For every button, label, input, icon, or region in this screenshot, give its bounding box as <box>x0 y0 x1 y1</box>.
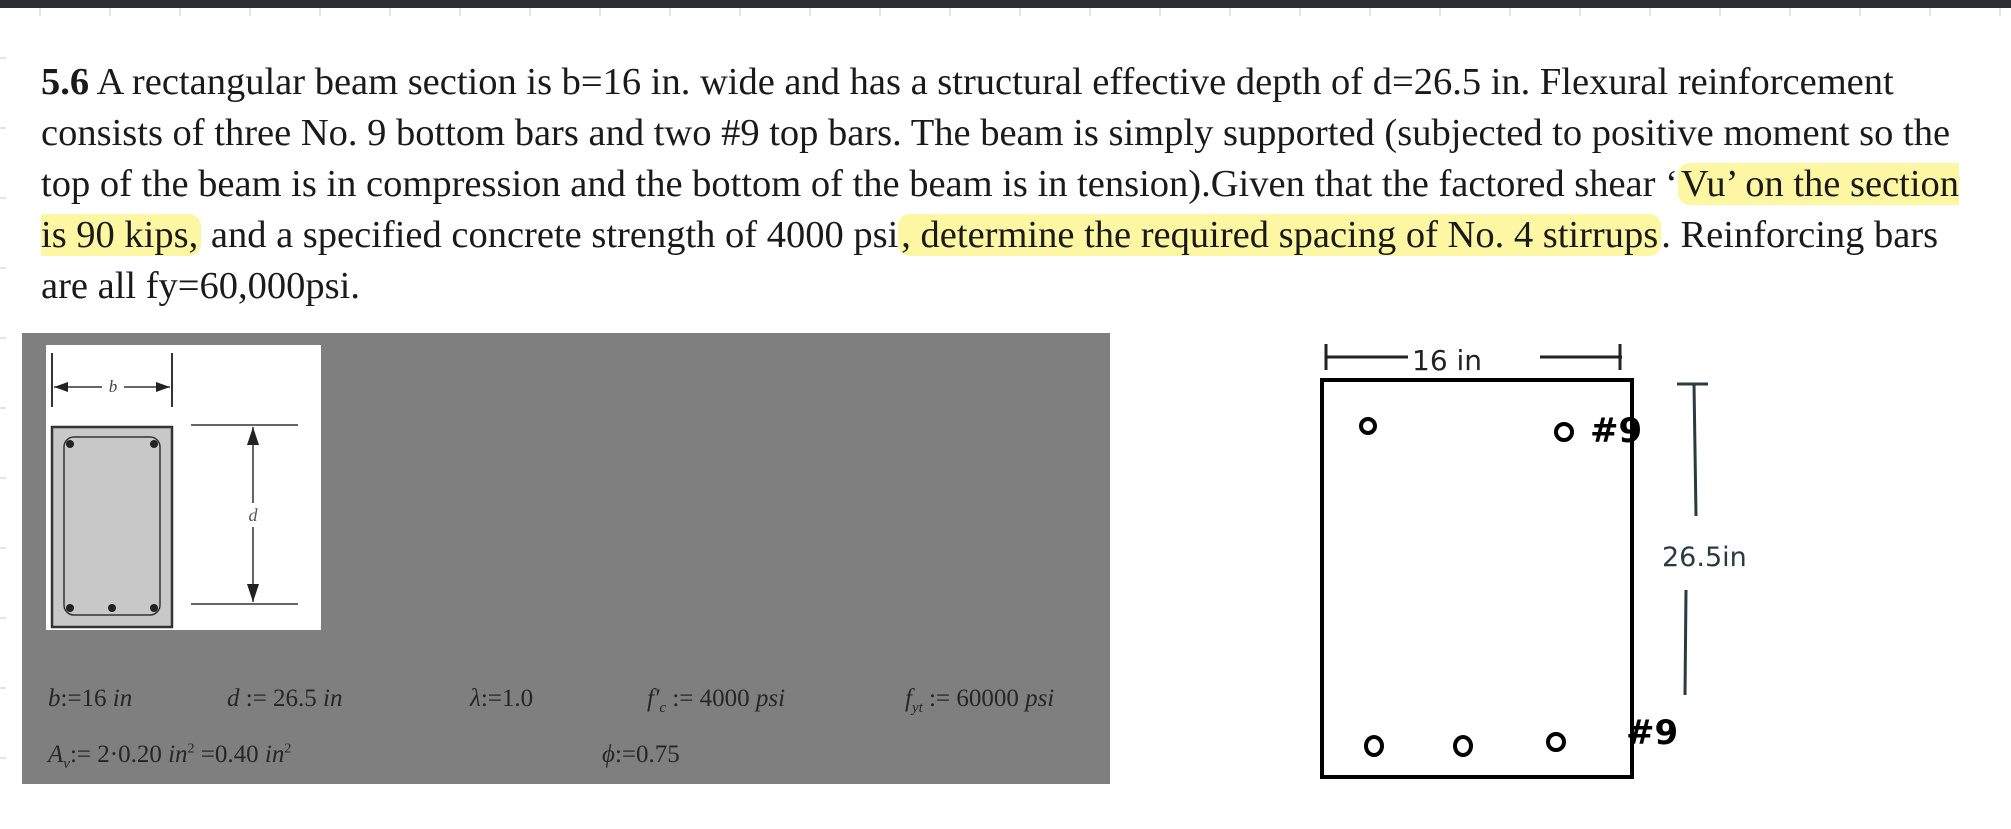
sketch-width-label: 16 in <box>1412 344 1483 377</box>
var-fyt: $f_{yt}$ := 60000 psi <box>905 685 1055 716</box>
var-d: d := 26.5 in <box>227 685 343 712</box>
mathcad-worksheet-panel <box>22 333 1110 784</box>
problem-text-part-1: A rectangular beam section is b=16 in. wide and has a structural effective depth of d=26.5 in. Flexural reinforcement consists of three No. 9 bottom bars and two #9 top bars. The beam is simply supported (subjected to positive moment so the top of the beam is in compression and the bottom of the beam is in tension).Given that the factored shear ‘ <box>41 61 1951 205</box>
var-fc: $f'_c$ := 4000 psi <box>647 685 786 716</box>
problem-statement <box>41 57 1971 312</box>
problem-text-part-3: . Reinforcing bars are all fy=60,000psi. <box>41 214 1939 307</box>
var-lambda: λ:=1.0 <box>470 685 534 712</box>
figure-width-label: b <box>108 377 118 396</box>
problem-number: 5.6 <box>41 61 90 103</box>
problem-text-part-2: and a specified concrete strength of 4000 psi <box>201 214 899 256</box>
top-ruler <box>0 8 2011 18</box>
left-ruler <box>0 18 8 829</box>
sketch-top-bar-label: #9 <box>1590 411 1643 451</box>
figure-depth-label: d <box>248 505 258 525</box>
sketch-depth-label: 26.5in <box>1662 542 1747 573</box>
var-phi: ϕ:=0.75 <box>602 741 680 768</box>
highlight-stirrup-spacing: , determine the required spacing of No. 4 stirrups <box>898 214 1661 256</box>
var-av: $A_v:= 2\cdot 0.20$ $in^2 =0.40$ $in^2$ <box>48 741 292 772</box>
var-b: b:=16 in <box>48 685 133 712</box>
window-top-bar <box>0 0 2011 8</box>
beam-section-figure <box>46 345 321 630</box>
highlight-shear: Vu’ on the section is 90 kips, <box>41 163 1960 256</box>
sketch-bottom-bar-label: #9 <box>1626 713 1679 753</box>
handwritten-beam-sketch <box>1300 330 1820 790</box>
